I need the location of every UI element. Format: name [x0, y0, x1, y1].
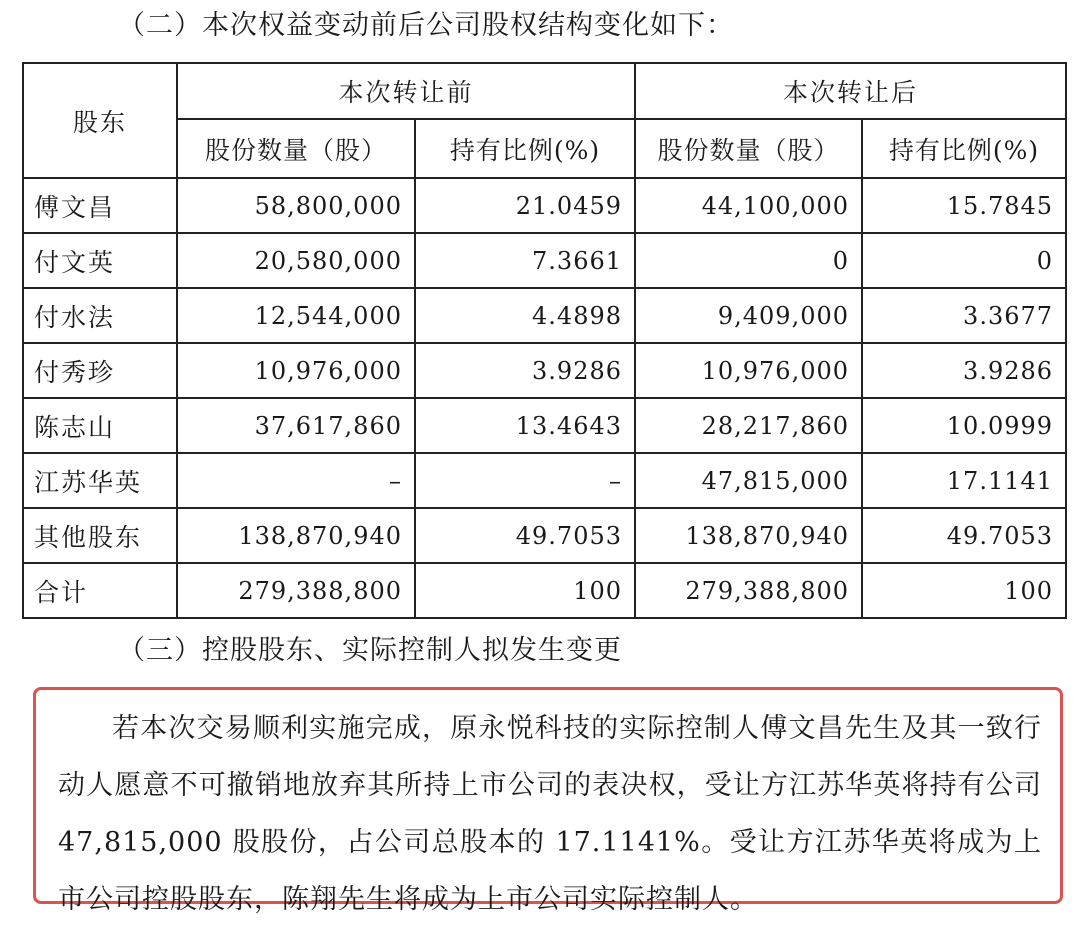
shareholder-name: 付秀珍	[23, 343, 177, 398]
shareholder-name: 江苏华英	[23, 453, 177, 508]
after-shares: 28,217,860	[635, 398, 862, 453]
shareholder-name: 其他股东	[23, 508, 177, 563]
after-shares: 44,100,000	[635, 178, 862, 233]
table-row	[23, 398, 1066, 453]
before-ratio: 49.7053	[415, 508, 635, 563]
before-shares: 20,580,000	[177, 233, 415, 288]
before-shares: 138,870,940	[177, 508, 415, 563]
shareholder-name: 付文英	[23, 233, 177, 288]
table-row	[23, 233, 1066, 288]
before-shares-header: 股份数量（股）	[177, 119, 415, 178]
after-shares: 279,388,800	[635, 563, 862, 618]
after-ratio-header: 持有比例(%)	[862, 119, 1066, 178]
before-ratio: 100	[415, 563, 635, 618]
after-shares: 47,815,000	[635, 453, 862, 508]
after-shares: 0	[635, 233, 862, 288]
before-ratio: 3.9286	[415, 343, 635, 398]
after-shares-header: 股份数量（股）	[635, 119, 862, 178]
after-ratio: 17.1141	[862, 453, 1066, 508]
after-ratio: 100	[862, 563, 1066, 618]
shareholder-column-header: 股东	[23, 63, 177, 178]
before-ratio: 7.3661	[415, 233, 635, 288]
after-ratio: 49.7053	[862, 508, 1066, 563]
shareholder-name: 付水法	[23, 288, 177, 343]
equity-structure-table	[22, 62, 1067, 619]
after-shares: 9,409,000	[635, 288, 862, 343]
before-shares: –	[177, 453, 415, 508]
after-ratio: 10.0999	[862, 398, 1066, 453]
section-heading-control-change: （三）控股股东、实际控制人拟发生变更	[118, 635, 622, 666]
shareholder-name: 傅文昌	[23, 178, 177, 233]
before-ratio: –	[415, 453, 635, 508]
after-ratio: 0	[862, 233, 1066, 288]
table-row	[23, 288, 1066, 343]
after-ratio: 15.7845	[862, 178, 1066, 233]
before-shares: 279,388,800	[177, 563, 415, 618]
notice-paragraph: 若本次交易顺利实施完成，原永悦科技的实际控制人傅文昌先生及其一致行动人愿意不可撤销地放弃其所持上市公司的表决权，受让方江苏华英将持有公司47,815,000 股股份，占公司总股本的 17.1141%。受让方江苏华英将成为上市公司控股股东，陈翔先生将成为上市公司实际控制人。	[58, 713, 1042, 915]
table-row	[23, 453, 1066, 508]
table-row	[23, 343, 1066, 398]
before-transfer-header: 本次转让前	[177, 63, 635, 119]
after-shares: 10,976,000	[635, 343, 862, 398]
table-row	[23, 508, 1066, 563]
before-shares: 37,617,860	[177, 398, 415, 453]
after-ratio: 3.3677	[862, 288, 1066, 343]
after-shares: 138,870,940	[635, 508, 862, 563]
before-ratio: 4.4898	[415, 288, 635, 343]
after-transfer-header: 本次转让后	[635, 63, 1066, 119]
shareholder-name: 合计	[23, 563, 177, 618]
highlighted-notice-box	[33, 687, 1063, 915]
before-ratio: 13.4643	[415, 398, 635, 453]
before-shares: 10,976,000	[177, 343, 415, 398]
before-ratio-header: 持有比例(%)	[415, 119, 635, 178]
table-row	[23, 178, 1066, 233]
before-shares: 12,544,000	[177, 288, 415, 343]
after-ratio: 3.9286	[862, 343, 1066, 398]
section-heading-equity-change: （二）本次权益变动前后公司股权结构变化如下：	[118, 10, 734, 41]
table-row-total	[23, 563, 1066, 618]
before-ratio: 21.0459	[415, 178, 635, 233]
shareholder-name: 陈志山	[23, 398, 177, 453]
before-shares: 58,800,000	[177, 178, 415, 233]
